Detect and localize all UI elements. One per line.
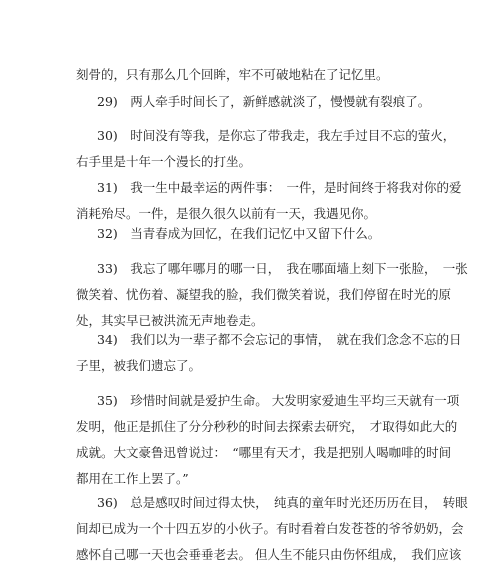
- paragraph-32: [97, 221, 380, 247]
- paragraph-intro: [76, 62, 389, 88]
- text-line: 刻骨的，只有那么几个回眸，牢不可破地粘在了记忆里。: [76, 67, 389, 82]
- paragraph-29: [97, 89, 430, 115]
- text-line: 34) 我们以为一辈子都不会忘记的事情， 就在我们念念不忘的日: [97, 332, 462, 347]
- paragraph-35: [76, 388, 459, 492]
- paragraph-33: [76, 256, 468, 334]
- text-line: 处，其实早已被洪流无声地卷走。: [76, 313, 264, 328]
- text-line: 消耗殆尽。一件，是很久很久以前有一天，我遇见你。: [76, 206, 377, 221]
- text-line: 微笑着、忧伤着、凝望我的脸，我们微笑着说，我们停留在时光的原: [76, 287, 452, 302]
- text-line: 35) 珍惜时间就是爱护生命。 大发明家爱迪生平均三天就有一项: [97, 393, 460, 408]
- text-line: 子里，被我们遗忘了。: [76, 358, 202, 373]
- text-line: 32) 当青春成为回忆，在我们记忆中又留下什么。: [97, 226, 381, 241]
- text-line: 30) 时间没有等我，是你忘了带我走，我左手过目不忘的萤火，: [97, 128, 456, 143]
- text-line: 都用在工作上罢了。”: [76, 471, 189, 486]
- text-line: 36) 总是感叹时间过得太快， 纯真的童年时光还历历在目， 转眼: [97, 495, 468, 510]
- text-line: 33) 我忘了哪年哪月的哪一日， 我在哪面墙上刻下一张脸， 一张: [97, 261, 468, 276]
- text-line: 感怀自己哪一天也会垂垂老去。 但人生不能只由伤怀组成， 我们应该: [76, 547, 462, 562]
- paragraph-30: [76, 123, 455, 175]
- text-line: 31) 我一生中最幸运的两件事： 一件，是时间终于将我对你的爱: [97, 180, 462, 195]
- paragraph-31: [76, 175, 462, 227]
- text-line: 29) 两人牵手时间长了，新鲜感就淡了，慢慢就有裂痕了。: [97, 94, 431, 109]
- text-line: 成就。大文豪鲁迅曾说过： “哪里有天才，我是把别人喝咖啡的时间: [76, 445, 452, 460]
- paragraph-36: [76, 490, 468, 568]
- text-line: 右手里是十年一个漫长的打坐。: [76, 154, 252, 169]
- text-line: 间却已成为一个十四五岁的小伙子。有时看着白发苍苍的爷爷奶奶，会: [76, 521, 464, 536]
- paragraph-34: [76, 327, 462, 379]
- text-line: 发明，他正是抓住了分分秒秒的时间去探索去研究， 才取得如此大的: [76, 419, 458, 434]
